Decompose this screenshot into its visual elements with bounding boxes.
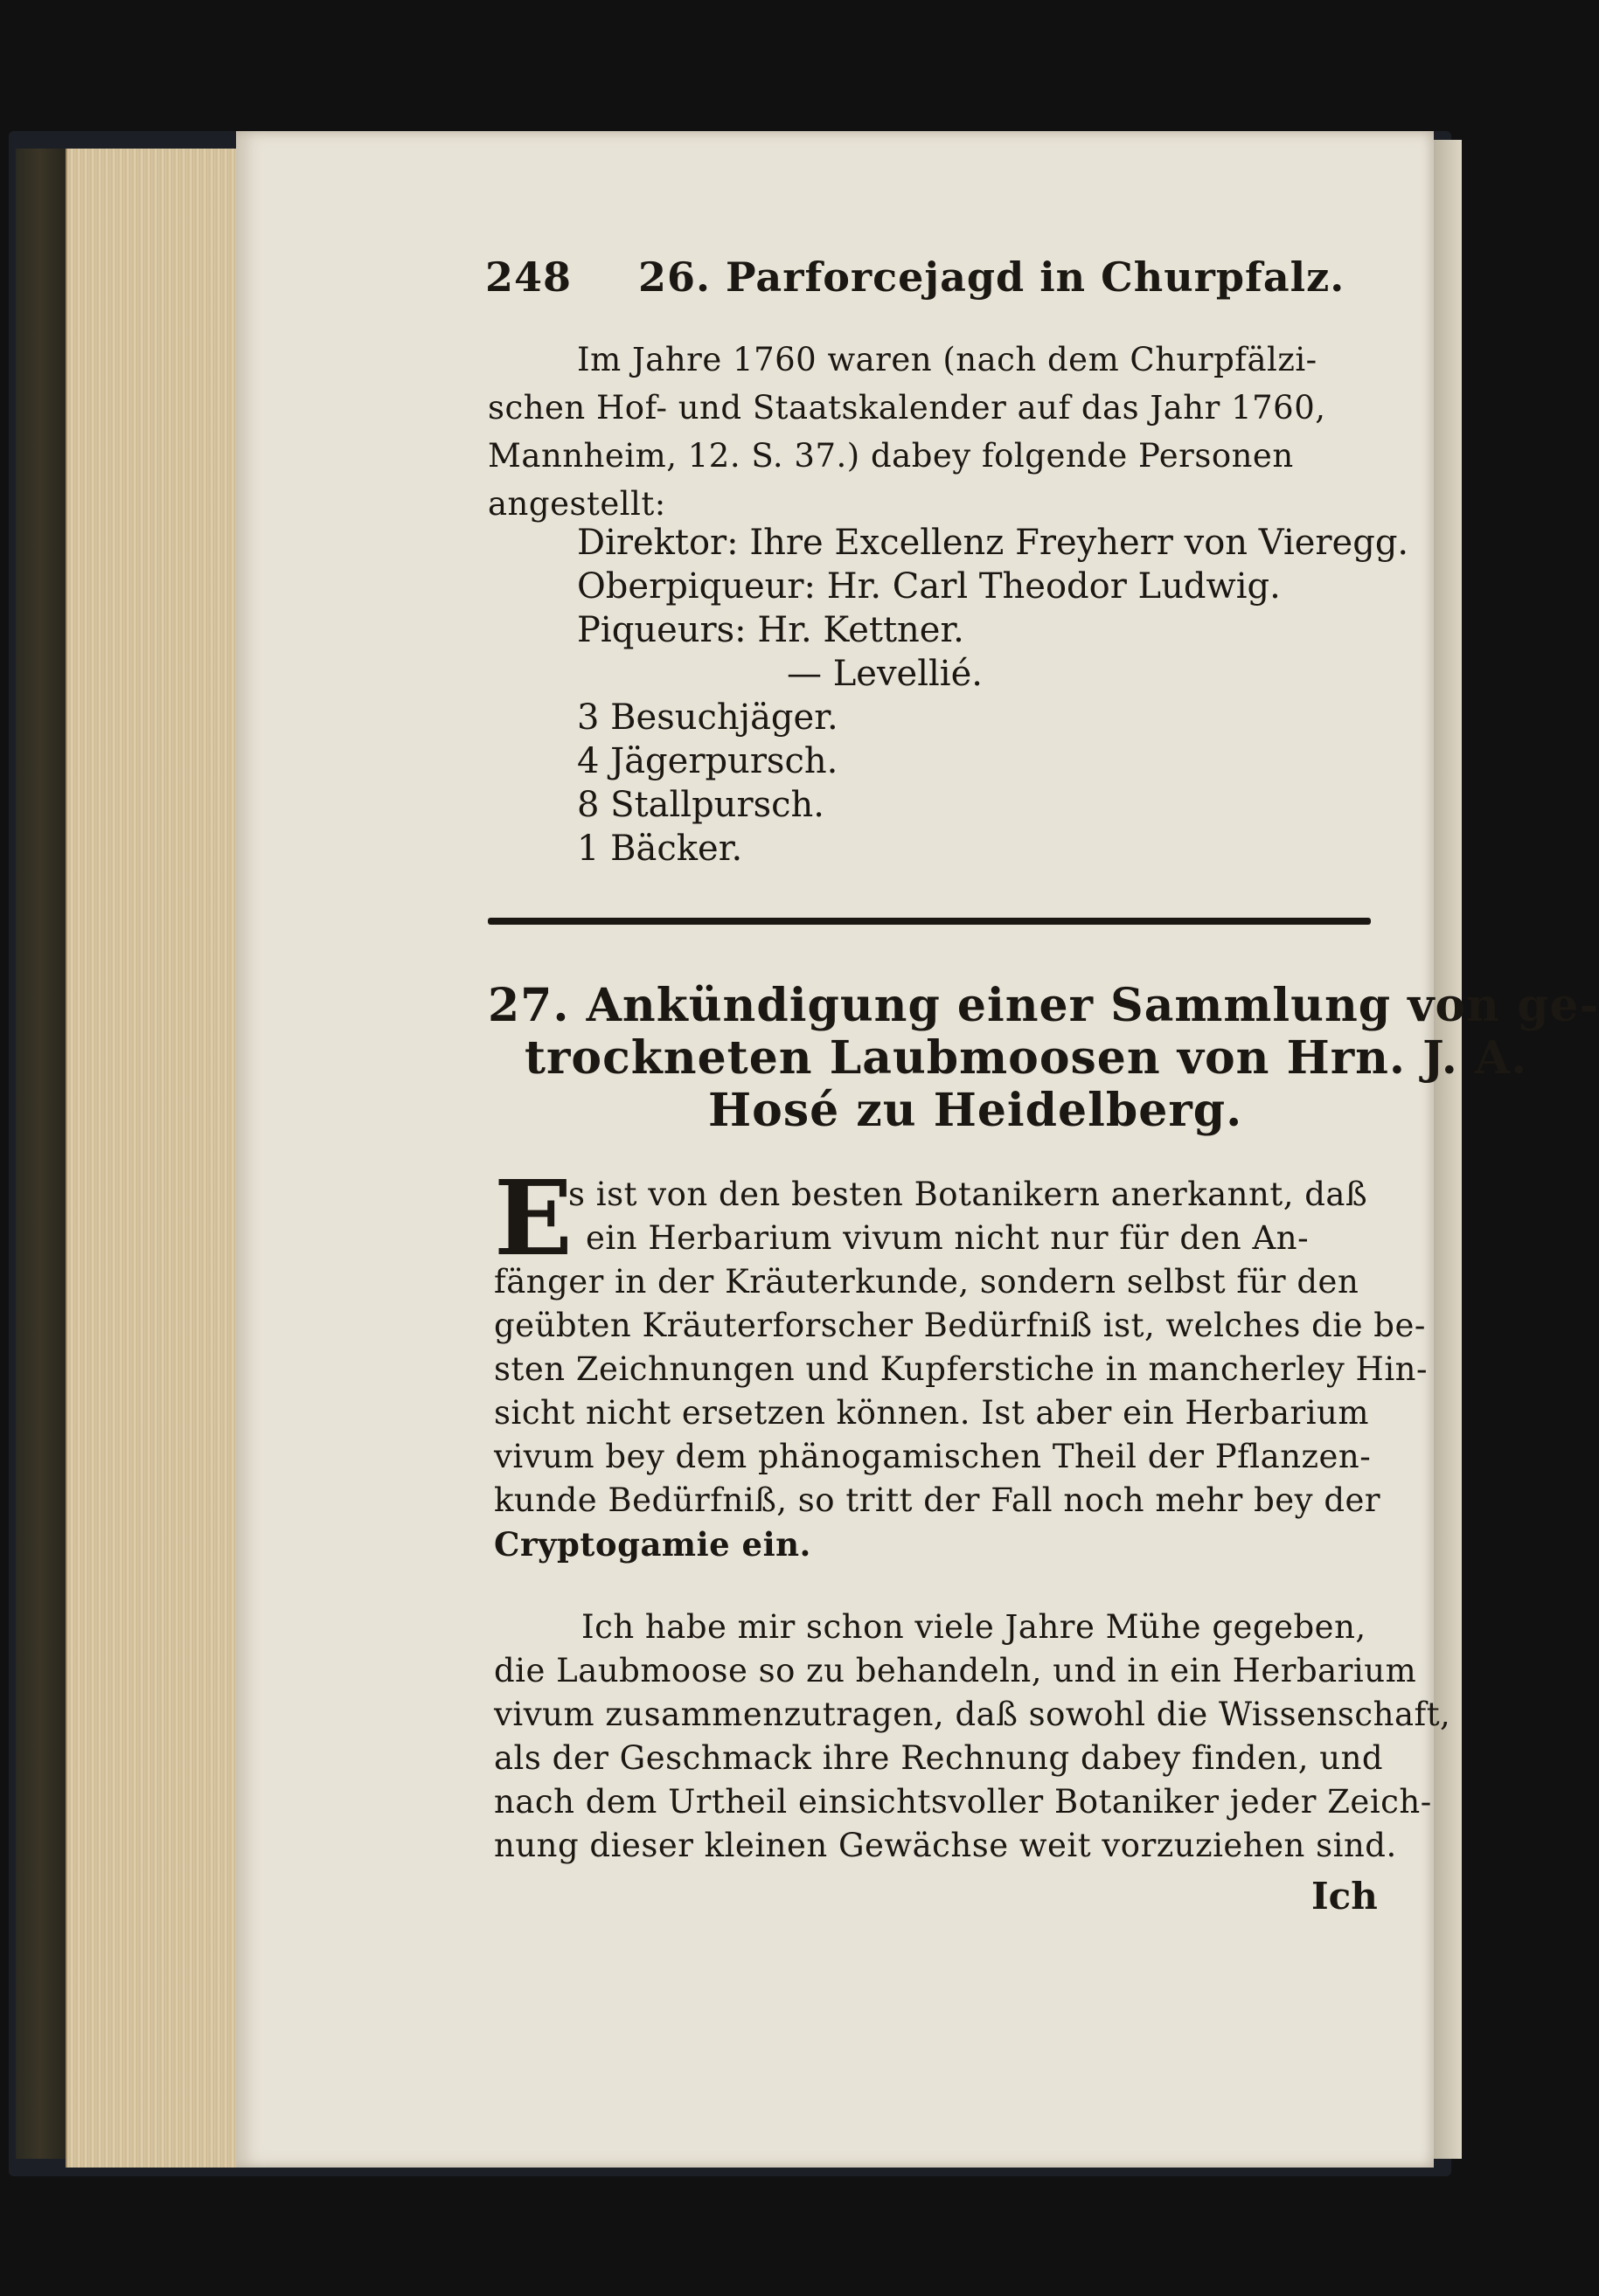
paragraph-line: ein Herbarium vivum nicht nur für den An- (586, 1219, 1310, 1257)
paragraph-line: fänger in der Kräuterkunde, sondern selbst für den (494, 1263, 1359, 1301)
intro-line: Im Jahre 1760 waren (nach dem Churpfälzi- (577, 341, 1317, 378)
paragraph-line: sicht nicht ersetzen können. Ist aber ein Herbarium (494, 1394, 1369, 1432)
paragraph-line: Ich habe mir schon viele Jahre Mühe gegeben, (581, 1608, 1366, 1646)
section-title-line: trockneten Laubmoosen von Hrn. J. A. (525, 1031, 1528, 1085)
intro-line: Mannheim, 12. S. 37.) dabey folgende Personen (488, 437, 1294, 475)
paragraph-line: geübten Kräuterforscher Bedürfniß ist, welches die be- (494, 1307, 1426, 1344)
paragraph-line: Cryptogamie ein. (494, 1525, 811, 1564)
running-title: 26. Parforcejagd in Churpfalz. (638, 253, 1345, 301)
personnel-entry: 1 Bäcker. (577, 829, 743, 869)
personnel-entry: Oberpiqueur: Hr. Carl Theodor Ludwig. (577, 566, 1281, 607)
paragraph-line: die Laubmoose so zu behandeln, und in ein Herbarium (494, 1652, 1417, 1689)
personnel-entry: 8 Stallpursch. (577, 785, 824, 825)
drop-cap-initial: E (494, 1157, 573, 1279)
paragraph-line: sten Zeichnungen und Kupferstiche in mancherley Hin- (494, 1350, 1428, 1388)
paragraph-line: nung dieser kleinen Gewächse weit vorzuziehen sind. (494, 1827, 1397, 1864)
paragraph-line: vivum zusammenzutragen, daß sowohl die Wissenschaft, (494, 1696, 1451, 1733)
section-divider-rule (488, 918, 1371, 925)
personnel-entry: 3 Besuchjäger. (577, 697, 838, 738)
page-stack-edges (66, 149, 247, 2168)
paragraph-line: kunde Bedürfniß, so tritt der Fall noch mehr bey der (494, 1481, 1381, 1519)
intro-line: schen Hof- und Staatskalender auf das Jahr 1760, (488, 389, 1326, 427)
personnel-entry: Direktor: Ihre Excellenz Freyherr von Vieregg. (577, 523, 1409, 563)
paragraph-line: als der Geschmack ihre Rechnung dabey finden, und (494, 1739, 1384, 1777)
personnel-entry: Piqueurs: Hr. Kettner. (577, 610, 964, 650)
paragraph-line: nach dem Urtheil einsichtsvoller Botaniker jeder Zeich- (494, 1783, 1432, 1821)
page-number: 248 (485, 253, 573, 301)
paragraph-line: vivum bey dem phänogamischen Theil der Pflanzen- (494, 1438, 1372, 1475)
intro-line: angestellt: (488, 485, 666, 523)
section-title-line: 27. Ankündigung einer Sammlung von ge- (488, 979, 1599, 1032)
section-title-line: Hosé zu Heidelberg. (708, 1084, 1243, 1137)
paragraph-line: s ist von den besten Botanikern anerkannt, daß (568, 1176, 1368, 1213)
personnel-entry: — Levellié. (787, 654, 983, 694)
personnel-entry: 4 Jägerpursch. (577, 741, 838, 781)
catchword: Ich (1311, 1875, 1378, 1918)
